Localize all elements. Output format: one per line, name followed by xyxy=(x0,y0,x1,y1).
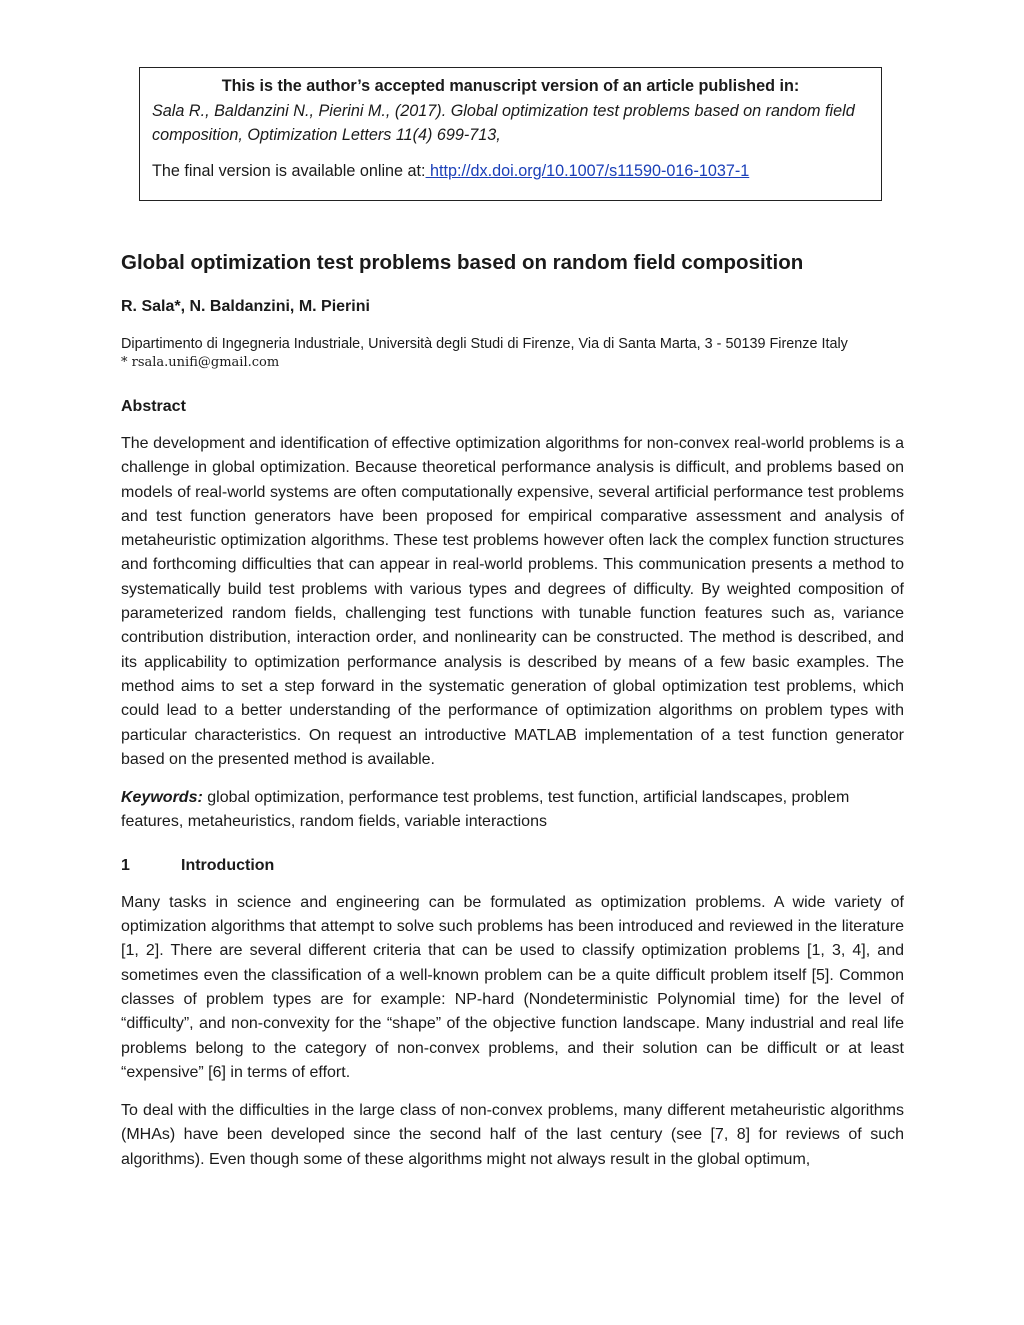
manuscript-notice-box xyxy=(139,67,882,201)
doi-link[interactable]: http://dx.doi.org/10.1007/s11590-016-1037-1 xyxy=(425,161,750,180)
intro-paragraph-1: Many tasks in science and engineering can be formulated as optimization problems. A wide variety of optimization algorithms that attempt to solve such problems has been introduced and reviewed in the literature [1, 2]. There are several different criteria that can be used to classify optimization problems [1, 3, 4], and sometimes even the classification of a well-known problem can be a quite difficult problem itself [5]. Common classes of problem types are for example: NP-hard (Nondeterministic Polynomial time) for the level of “difficulty”, and non-convexity for the “shape” of the objective function landscape. Many industrial and real life problems belong to the category of non-convex problems, and their solution can be difficult or at least “expensive” [6] in terms of effort. xyxy=(121,893,904,1081)
paper-content xyxy=(121,248,904,1172)
notice-title: This is the author’s accepted manuscript version of an article published in: xyxy=(221,77,800,95)
corresponding-email: * rsala.unifi@gmail.com xyxy=(121,355,280,370)
intro-paragraph-2: To deal with the difficulties in the large class of non-convex problems, many different metaheuristic algorithms (MHAs) have been developed since the second half of the last century (see [7, 8] for reviews of such algorithms). Even though some of these algorithms might not always result in the global optimum, xyxy=(121,1102,904,1168)
notice-online-line xyxy=(152,159,869,184)
keywords-text: global optimization, performance test problems, test function, artificial landscapes, problem features, metaheuristics, random fields, variable interactions xyxy=(121,789,850,831)
section-title: Introduction xyxy=(181,856,275,874)
paper-title: Global optimization test problems based on random field composition xyxy=(121,251,804,274)
paper-affiliation: Dipartimento di Ingegneria Industriale, Università degli Studi di Firenze, Via di Santa Marta, 3 - 50139 Firenze Italy xyxy=(121,336,848,352)
notice-citation: Sala R., Baldanzini N., Pierini M., (2017). Global optimization test problems based on random field composition, Optimization Letters 11(4) 699-713, xyxy=(152,101,855,144)
paper-authors: R. Sala*, N. Baldanzini, M. Pierini xyxy=(121,298,370,315)
abstract-heading: Abstract xyxy=(121,398,186,415)
keywords xyxy=(121,786,904,835)
notice-online-prefix: The final version is available online at: xyxy=(152,161,426,180)
abstract-text: The development and identification of effective optimization algorithms for non-convex real-world problems is a challenge in global optimization. Because theoretical performance analysis is difficult, and problems based on models of real-world systems are often computationally expensive, several artificial performance test problems and test function generators have been proposed for empirical comparative assessment and analysis of metaheuristic optimization algorithms. These test problems however often lack the complex function structures and forthcoming difficulties that can appear in real-world problems. This communication presents a method to systematically build test problems with various types and degrees of difficulty. By weighted composition of parameterized random fields, challenging test functions with tunable function features such as, variance contribution distribution, interaction order, and nonlinearity can be constructed. The method is described, and its applicability to optimization performance analysis is described by means of a few basic examples. The method aims to set a step forward in the systematic generation of global optimization test problems, which could lead to a better understanding of the performance of optimization algorithms on problem types with particular characteristics. On request an introductive MATLAB implementation of a test function generator based on the presented method is available. xyxy=(121,435,904,768)
section-heading-introduction xyxy=(121,855,904,877)
keywords-label: Keywords: xyxy=(121,789,203,807)
section-number: 1 xyxy=(121,856,130,874)
